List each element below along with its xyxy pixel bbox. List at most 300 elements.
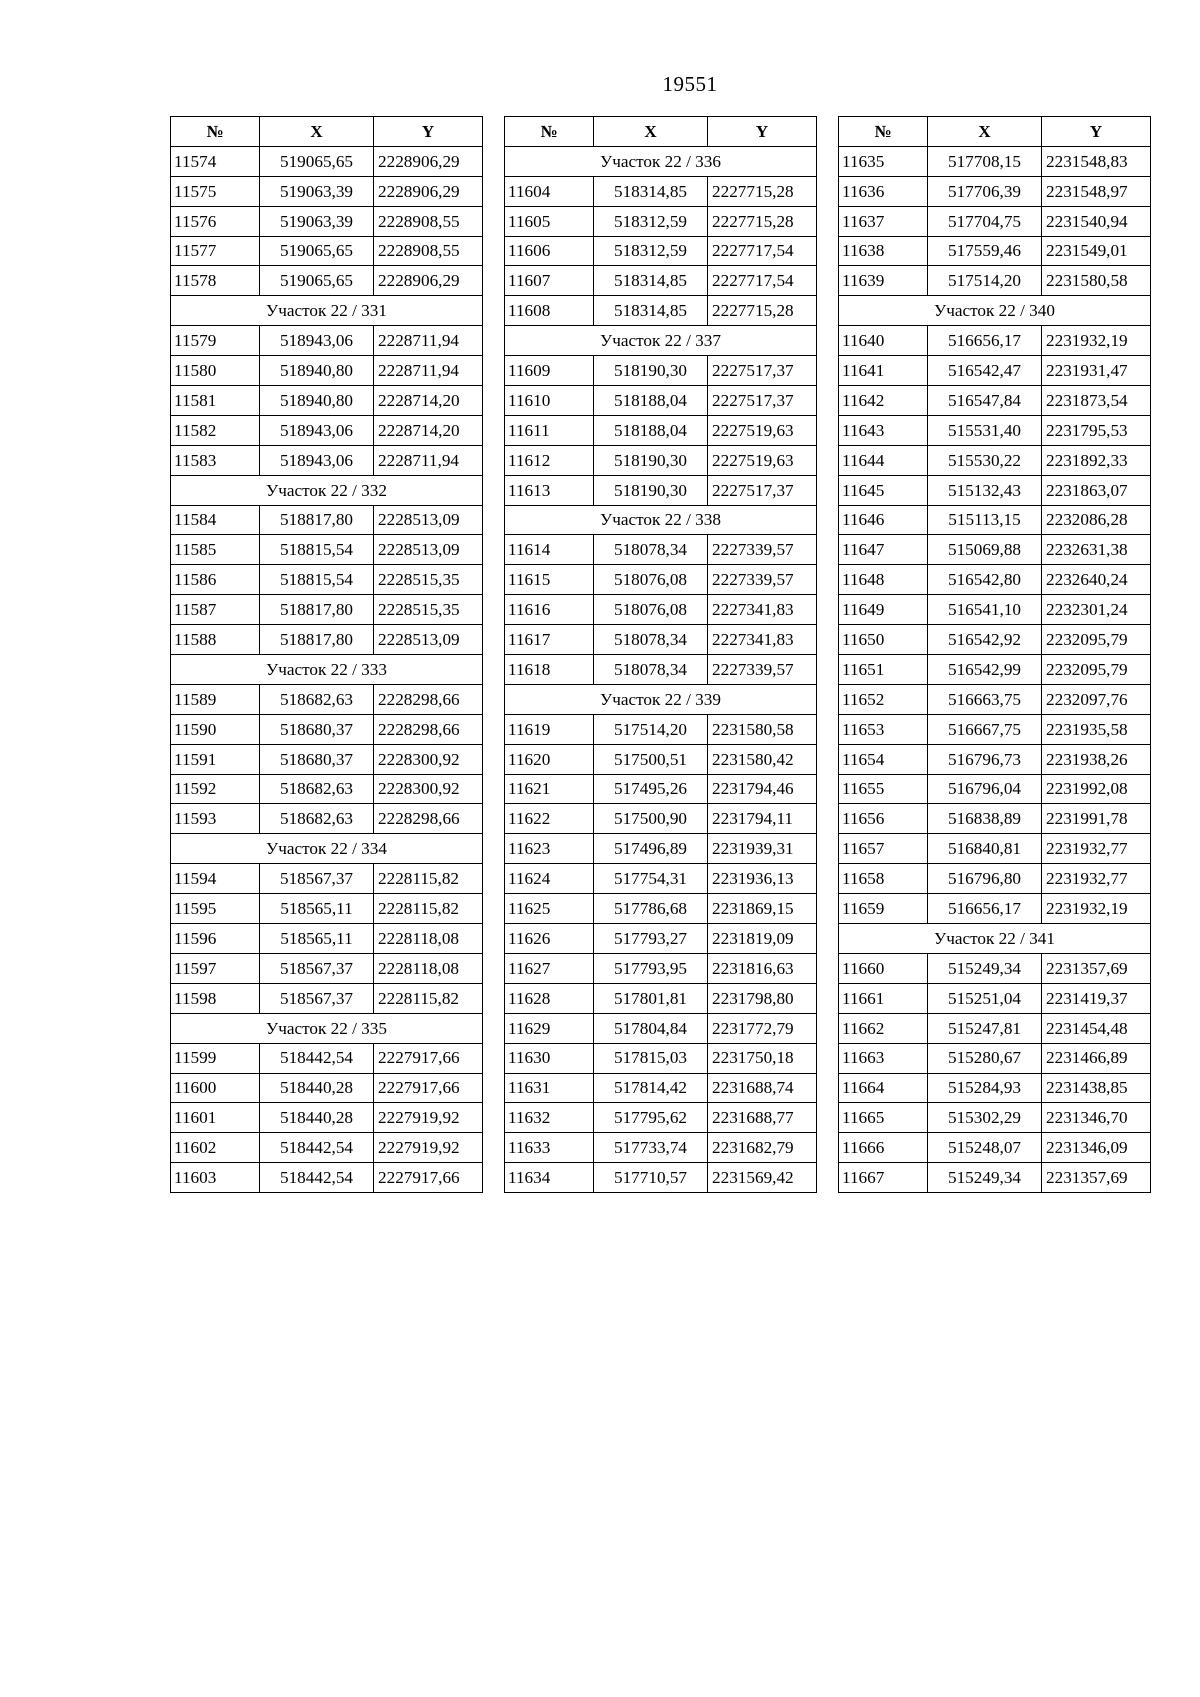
point-number: 11664 <box>839 1073 928 1103</box>
table-row <box>839 236 1151 266</box>
table-row <box>505 236 817 266</box>
y-coordinate: 2231938,26 <box>1042 744 1151 774</box>
y-coordinate: 2232301,24 <box>1042 595 1151 625</box>
table-row <box>505 266 817 296</box>
y-coordinate: 2231346,09 <box>1042 1133 1151 1163</box>
table-row <box>505 445 817 475</box>
x-coordinate: 516796,73 <box>928 744 1042 774</box>
y-coordinate: 2231688,77 <box>708 1103 817 1133</box>
table-row <box>505 565 817 595</box>
table-row <box>839 983 1151 1013</box>
table-row <box>171 894 483 924</box>
x-coordinate: 518682,63 <box>260 684 374 714</box>
y-coordinate: 2231873,54 <box>1042 386 1151 416</box>
point-number: 11606 <box>505 236 594 266</box>
table-row <box>839 445 1151 475</box>
table-row <box>171 1073 483 1103</box>
table-row <box>171 236 483 266</box>
y-coordinate: 2228714,20 <box>374 415 483 445</box>
section-row <box>171 1013 483 1043</box>
x-coordinate: 517514,20 <box>594 714 708 744</box>
point-number: 11643 <box>839 415 928 445</box>
y-coordinate: 2231819,09 <box>708 924 817 954</box>
point-number: 11630 <box>505 1043 594 1073</box>
table-row <box>505 1043 817 1073</box>
point-number: 11588 <box>171 625 260 655</box>
table-row <box>505 804 817 834</box>
table-row <box>171 326 483 356</box>
table-row <box>839 894 1151 924</box>
y-coordinate: 2231548,97 <box>1042 176 1151 206</box>
x-coordinate: 516663,75 <box>928 684 1042 714</box>
section-row <box>171 296 483 326</box>
point-number: 11634 <box>505 1163 594 1193</box>
point-number: 11589 <box>171 684 260 714</box>
section-row <box>505 505 817 535</box>
y-coordinate: 2231932,19 <box>1042 326 1151 356</box>
table-row <box>839 326 1151 356</box>
point-number: 11594 <box>171 864 260 894</box>
table-row <box>839 1013 1151 1043</box>
table-row <box>505 864 817 894</box>
y-coordinate: 2227919,92 <box>374 1103 483 1133</box>
y-coordinate: 2231750,18 <box>708 1043 817 1073</box>
y-coordinate: 2227717,54 <box>708 266 817 296</box>
point-number: 11605 <box>505 206 594 236</box>
y-coordinate: 2231794,46 <box>708 774 817 804</box>
y-coordinate: 2228711,94 <box>374 445 483 475</box>
y-coordinate: 2231682,79 <box>708 1133 817 1163</box>
x-coordinate: 515251,04 <box>928 983 1042 1013</box>
x-coordinate: 517500,90 <box>594 804 708 834</box>
point-number: 11586 <box>171 565 260 595</box>
y-coordinate: 2227341,83 <box>708 595 817 625</box>
x-coordinate: 517754,31 <box>594 864 708 894</box>
x-coordinate: 516542,99 <box>928 655 1042 685</box>
point-number: 11582 <box>171 415 260 445</box>
x-coordinate: 515248,07 <box>928 1133 1042 1163</box>
point-number: 11652 <box>839 684 928 714</box>
point-number: 11625 <box>505 894 594 924</box>
table-row <box>839 1163 1151 1193</box>
x-coordinate: 517815,03 <box>594 1043 708 1073</box>
x-coordinate: 516796,80 <box>928 864 1042 894</box>
y-coordinate: 2228118,08 <box>374 924 483 954</box>
point-number: 11642 <box>839 386 928 416</box>
table-row <box>839 625 1151 655</box>
x-coordinate: 518565,11 <box>260 894 374 924</box>
x-coordinate: 518943,06 <box>260 326 374 356</box>
point-number: 11600 <box>171 1073 260 1103</box>
section-title: Участок 22 / 333 <box>171 655 483 685</box>
point-number: 11653 <box>839 714 928 744</box>
x-coordinate: 515280,67 <box>928 1043 1042 1073</box>
section-row <box>171 655 483 685</box>
y-coordinate: 2231931,47 <box>1042 356 1151 386</box>
table-row <box>505 625 817 655</box>
table-row <box>505 714 817 744</box>
header-num: № <box>171 117 260 147</box>
table-row <box>171 864 483 894</box>
table-row <box>171 595 483 625</box>
x-coordinate: 517559,46 <box>928 236 1042 266</box>
table-row <box>505 924 817 954</box>
x-coordinate: 516838,89 <box>928 804 1042 834</box>
x-coordinate: 515302,29 <box>928 1103 1042 1133</box>
x-coordinate: 515284,93 <box>928 1073 1042 1103</box>
section-row <box>171 475 483 505</box>
point-number: 11590 <box>171 714 260 744</box>
y-coordinate: 2231466,89 <box>1042 1043 1151 1073</box>
y-coordinate: 2228513,09 <box>374 625 483 655</box>
point-number: 11608 <box>505 296 594 326</box>
table-row <box>839 804 1151 834</box>
point-number: 11646 <box>839 505 928 535</box>
table-row <box>171 953 483 983</box>
section-title: Участок 22 / 332 <box>171 475 483 505</box>
y-coordinate: 2231580,42 <box>708 744 817 774</box>
table-row <box>839 595 1151 625</box>
x-coordinate: 518312,59 <box>594 206 708 236</box>
x-coordinate: 519063,39 <box>260 176 374 206</box>
table-row <box>505 953 817 983</box>
header-x: X <box>928 117 1042 147</box>
x-coordinate: 518078,34 <box>594 655 708 685</box>
table-row <box>839 1103 1151 1133</box>
y-coordinate: 2228908,55 <box>374 236 483 266</box>
x-coordinate: 518190,30 <box>594 475 708 505</box>
point-number: 11592 <box>171 774 260 804</box>
x-coordinate: 517514,20 <box>928 266 1042 296</box>
y-coordinate: 2227339,57 <box>708 535 817 565</box>
point-number: 11611 <box>505 415 594 445</box>
header-y: Y <box>1042 117 1151 147</box>
x-coordinate: 518817,80 <box>260 595 374 625</box>
table-row <box>505 176 817 206</box>
y-coordinate: 2228711,94 <box>374 326 483 356</box>
section-row <box>505 684 817 714</box>
point-number: 11629 <box>505 1013 594 1043</box>
point-number: 11579 <box>171 326 260 356</box>
y-coordinate: 2228714,20 <box>374 386 483 416</box>
table-row <box>171 924 483 954</box>
point-number: 11597 <box>171 953 260 983</box>
x-coordinate: 518076,08 <box>594 595 708 625</box>
table-header-row <box>505 117 817 147</box>
x-coordinate: 519065,65 <box>260 146 374 176</box>
y-coordinate: 2231863,07 <box>1042 475 1151 505</box>
y-coordinate: 2232095,79 <box>1042 655 1151 685</box>
table-row <box>505 356 817 386</box>
table-row <box>171 505 483 535</box>
point-number: 11610 <box>505 386 594 416</box>
y-coordinate: 2232095,79 <box>1042 625 1151 655</box>
table-row <box>839 535 1151 565</box>
x-coordinate: 518190,30 <box>594 356 708 386</box>
x-coordinate: 517804,84 <box>594 1013 708 1043</box>
table-row <box>171 146 483 176</box>
point-number: 11644 <box>839 445 928 475</box>
section-title: Участок 22 / 339 <box>505 684 817 714</box>
point-number: 11665 <box>839 1103 928 1133</box>
x-coordinate: 518312,59 <box>594 236 708 266</box>
y-coordinate: 2228906,29 <box>374 266 483 296</box>
x-coordinate: 518442,54 <box>260 1043 374 1073</box>
table-header-row <box>839 117 1151 147</box>
point-number: 11614 <box>505 535 594 565</box>
y-coordinate: 2227917,66 <box>374 1163 483 1193</box>
table-row <box>171 415 483 445</box>
point-number: 11587 <box>171 595 260 625</box>
y-coordinate: 2228298,66 <box>374 684 483 714</box>
x-coordinate: 516547,84 <box>928 386 1042 416</box>
point-number: 11577 <box>171 236 260 266</box>
coordinates-table-1 <box>170 116 483 1193</box>
y-coordinate: 2231932,19 <box>1042 894 1151 924</box>
y-coordinate: 2227917,66 <box>374 1073 483 1103</box>
point-number: 11578 <box>171 266 260 296</box>
point-number: 11650 <box>839 625 928 655</box>
point-number: 11628 <box>505 983 594 1013</box>
point-number: 11666 <box>839 1133 928 1163</box>
x-coordinate: 518817,80 <box>260 505 374 535</box>
y-coordinate: 2227517,37 <box>708 356 817 386</box>
y-coordinate: 2227715,28 <box>708 296 817 326</box>
header-x: X <box>260 117 374 147</box>
point-number: 11609 <box>505 356 594 386</box>
table-row <box>171 206 483 236</box>
table-row <box>171 386 483 416</box>
y-coordinate: 2227919,92 <box>374 1133 483 1163</box>
point-number: 11574 <box>171 146 260 176</box>
table-row <box>171 983 483 1013</box>
table-row <box>505 774 817 804</box>
table-row <box>839 1043 1151 1073</box>
point-number: 11603 <box>171 1163 260 1193</box>
x-coordinate: 518440,28 <box>260 1073 374 1103</box>
x-coordinate: 518682,63 <box>260 774 374 804</box>
point-number: 11631 <box>505 1073 594 1103</box>
y-coordinate: 2227715,28 <box>708 206 817 236</box>
y-coordinate: 2231892,33 <box>1042 445 1151 475</box>
y-coordinate: 2227339,57 <box>708 655 817 685</box>
point-number: 11596 <box>171 924 260 954</box>
section-row <box>839 924 1151 954</box>
table-row <box>839 176 1151 206</box>
table-row <box>839 714 1151 744</box>
table-row <box>171 1133 483 1163</box>
point-number: 11595 <box>171 894 260 924</box>
x-coordinate: 518682,63 <box>260 804 374 834</box>
table-row <box>505 1103 817 1133</box>
x-coordinate: 518565,11 <box>260 924 374 954</box>
section-title: Участок 22 / 340 <box>839 296 1151 326</box>
y-coordinate: 2232086,28 <box>1042 505 1151 535</box>
point-number: 11632 <box>505 1103 594 1133</box>
y-coordinate: 2228115,82 <box>374 894 483 924</box>
point-number: 11618 <box>505 655 594 685</box>
y-coordinate: 2228513,09 <box>374 505 483 535</box>
y-coordinate: 2227717,54 <box>708 236 817 266</box>
table-row <box>171 565 483 595</box>
point-number: 11599 <box>171 1043 260 1073</box>
point-number: 11627 <box>505 953 594 983</box>
point-number: 11641 <box>839 356 928 386</box>
point-number: 11624 <box>505 864 594 894</box>
x-coordinate: 516656,17 <box>928 894 1042 924</box>
x-coordinate: 518940,80 <box>260 356 374 386</box>
point-number: 11617 <box>505 625 594 655</box>
point-number: 11647 <box>839 535 928 565</box>
y-coordinate: 2228298,66 <box>374 804 483 834</box>
point-number: 11662 <box>839 1013 928 1043</box>
table-row <box>171 445 483 475</box>
point-number: 11619 <box>505 714 594 744</box>
table-row <box>505 415 817 445</box>
x-coordinate: 518314,85 <box>594 296 708 326</box>
y-coordinate: 2228298,66 <box>374 714 483 744</box>
table-row <box>171 684 483 714</box>
point-number: 11604 <box>505 176 594 206</box>
table-row <box>505 296 817 326</box>
point-number: 11660 <box>839 953 928 983</box>
table-row <box>171 176 483 206</box>
x-coordinate: 517793,27 <box>594 924 708 954</box>
table-row <box>171 744 483 774</box>
section-title: Участок 22 / 334 <box>171 834 483 864</box>
section-title: Участок 22 / 337 <box>505 326 817 356</box>
table-row <box>839 684 1151 714</box>
point-number: 11640 <box>839 326 928 356</box>
y-coordinate: 2228906,29 <box>374 176 483 206</box>
section-title: Участок 22 / 341 <box>839 924 1151 954</box>
table-row <box>505 386 817 416</box>
table-row <box>839 953 1151 983</box>
section-row <box>171 834 483 864</box>
point-number: 11639 <box>839 266 928 296</box>
x-coordinate: 518680,37 <box>260 744 374 774</box>
point-number: 11623 <box>505 834 594 864</box>
table-row <box>505 595 817 625</box>
x-coordinate: 518815,54 <box>260 535 374 565</box>
point-number: 11615 <box>505 565 594 595</box>
x-coordinate: 518314,85 <box>594 266 708 296</box>
x-coordinate: 518188,04 <box>594 415 708 445</box>
header-num: № <box>839 117 928 147</box>
table-row <box>171 356 483 386</box>
table-row <box>839 565 1151 595</box>
section-title: Участок 22 / 336 <box>505 146 817 176</box>
y-coordinate: 2231580,58 <box>708 714 817 744</box>
y-coordinate: 2227519,63 <box>708 445 817 475</box>
header-y: Y <box>708 117 817 147</box>
y-coordinate: 2231992,08 <box>1042 774 1151 804</box>
y-coordinate: 2231869,15 <box>708 894 817 924</box>
table-row <box>505 894 817 924</box>
y-coordinate: 2232640,24 <box>1042 565 1151 595</box>
x-coordinate: 517500,51 <box>594 744 708 774</box>
table-row <box>505 655 817 685</box>
table-row <box>171 804 483 834</box>
table-row <box>839 206 1151 236</box>
point-number: 11655 <box>839 774 928 804</box>
coordinates-table-2 <box>504 116 817 1193</box>
y-coordinate: 2231357,69 <box>1042 1163 1151 1193</box>
x-coordinate: 518567,37 <box>260 864 374 894</box>
x-coordinate: 518940,80 <box>260 386 374 416</box>
x-coordinate: 515531,40 <box>928 415 1042 445</box>
table-row <box>505 1073 817 1103</box>
table-row <box>171 1163 483 1193</box>
x-coordinate: 517495,26 <box>594 774 708 804</box>
table-row <box>839 1133 1151 1163</box>
x-coordinate: 518190,30 <box>594 445 708 475</box>
y-coordinate: 2228711,94 <box>374 356 483 386</box>
x-coordinate: 518442,54 <box>260 1163 374 1193</box>
x-coordinate: 516796,04 <box>928 774 1042 804</box>
table-row <box>505 475 817 505</box>
section-title: Участок 22 / 331 <box>171 296 483 326</box>
y-coordinate: 2231939,31 <box>708 834 817 864</box>
x-coordinate: 516542,80 <box>928 565 1042 595</box>
point-number: 11620 <box>505 744 594 774</box>
y-coordinate: 2228908,55 <box>374 206 483 236</box>
x-coordinate: 518078,34 <box>594 535 708 565</box>
table-row <box>171 714 483 744</box>
x-coordinate: 518817,80 <box>260 625 374 655</box>
table-row <box>839 415 1151 445</box>
table-row <box>839 475 1151 505</box>
table-row <box>839 655 1151 685</box>
x-coordinate: 518076,08 <box>594 565 708 595</box>
point-number: 11658 <box>839 864 928 894</box>
x-coordinate: 515249,34 <box>928 1163 1042 1193</box>
y-coordinate: 2231569,42 <box>708 1163 817 1193</box>
point-number: 11580 <box>171 356 260 386</box>
point-number: 11581 <box>171 386 260 416</box>
y-coordinate: 2227339,57 <box>708 565 817 595</box>
table-row <box>171 774 483 804</box>
y-coordinate: 2231346,70 <box>1042 1103 1151 1133</box>
table-row <box>171 266 483 296</box>
header-y: Y <box>374 117 483 147</box>
y-coordinate: 2231548,83 <box>1042 146 1151 176</box>
point-number: 11645 <box>839 475 928 505</box>
point-number: 11575 <box>171 176 260 206</box>
table-row <box>839 356 1151 386</box>
x-coordinate: 518943,06 <box>260 445 374 475</box>
y-coordinate: 2232631,38 <box>1042 535 1151 565</box>
y-coordinate: 2228300,92 <box>374 744 483 774</box>
x-coordinate: 517801,81 <box>594 983 708 1013</box>
point-number: 11607 <box>505 266 594 296</box>
coordinates-table-3 <box>838 116 1151 1193</box>
table-row <box>505 983 817 1013</box>
point-number: 11663 <box>839 1043 928 1073</box>
table-row <box>505 1133 817 1163</box>
point-number: 11651 <box>839 655 928 685</box>
x-coordinate: 516656,17 <box>928 326 1042 356</box>
y-coordinate: 2231438,85 <box>1042 1073 1151 1103</box>
y-coordinate: 2227917,66 <box>374 1043 483 1073</box>
x-coordinate: 517708,15 <box>928 146 1042 176</box>
x-coordinate: 516542,47 <box>928 356 1042 386</box>
y-coordinate: 2231357,69 <box>1042 953 1151 983</box>
y-coordinate: 2227715,28 <box>708 176 817 206</box>
x-coordinate: 518440,28 <box>260 1103 374 1133</box>
point-number: 11601 <box>171 1103 260 1133</box>
y-coordinate: 2227519,63 <box>708 415 817 445</box>
